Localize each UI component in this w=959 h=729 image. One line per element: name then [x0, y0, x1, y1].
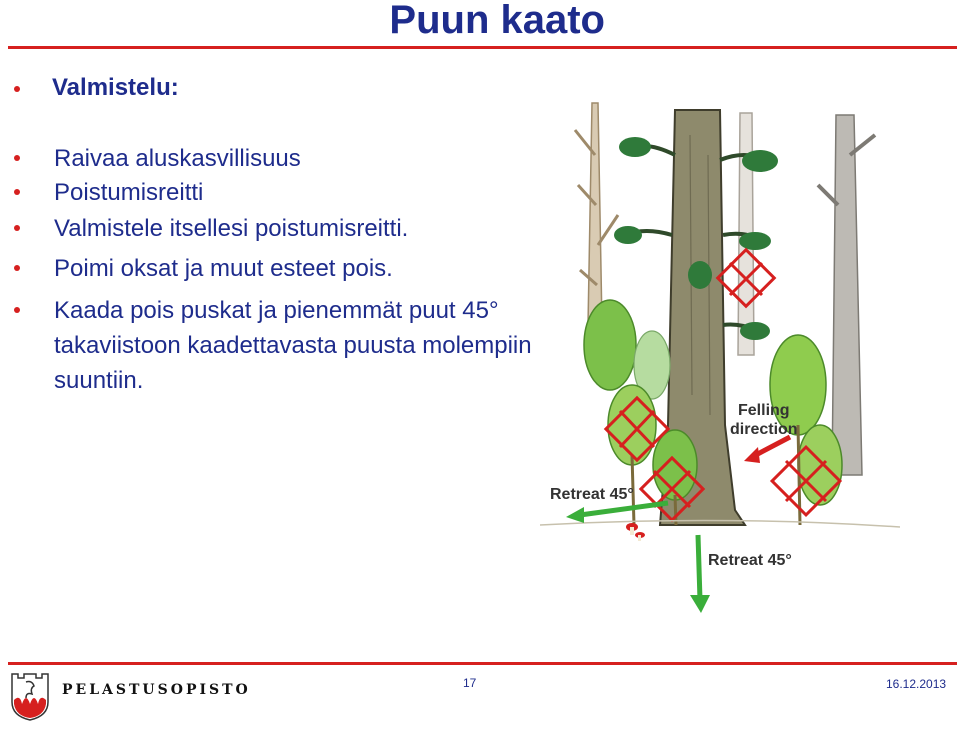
bullet-dot — [14, 86, 20, 92]
bullet-item — [14, 215, 534, 243]
bullet-dot — [14, 265, 20, 271]
bullet-text: Poistumisreitti — [54, 179, 204, 206]
felling-label-line2: direction — [730, 421, 798, 438]
pelastusopisto-logo-icon — [10, 670, 50, 722]
mushroom-icon — [626, 523, 645, 541]
felling-label-line1: Felling — [738, 402, 790, 419]
retreat-arrow-left — [566, 503, 668, 523]
bullet-dot — [14, 155, 20, 161]
bullet-text: Valmistele itsellesi poistumisreitti. — [54, 215, 409, 242]
retreat-left-label: Retreat 45° — [550, 486, 634, 503]
bullet-list — [14, 145, 534, 398]
background-tree-left — [575, 103, 618, 325]
retreat-arrow-down — [690, 535, 710, 613]
bullet-dot — [14, 225, 20, 231]
preparation-heading — [14, 74, 179, 102]
bottom-divider — [8, 662, 957, 665]
background-tree-right — [818, 115, 875, 475]
tree-felling-illustration — [540, 95, 900, 620]
page-number: 17 — [463, 676, 477, 690]
slide-title: Puun kaato — [389, 0, 605, 42]
bullet-item — [14, 179, 534, 207]
bullet-text: Poimi oksat ja muut esteet pois. — [54, 255, 393, 282]
top-divider — [8, 46, 957, 49]
slide-date: 16.12.2013 — [886, 677, 947, 691]
bullet-dot — [14, 189, 20, 195]
preparation-heading-text: Valmistelu: — [52, 74, 179, 101]
retreat-right-label: Retreat 45° — [708, 552, 792, 569]
felling-direction-arrow — [744, 437, 790, 463]
bullet-text: Raivaa aluskasvillisuus — [54, 145, 301, 172]
bullet-text: Kaada pois puskat ja pienemmät puut 45° takaviistoon kaadettavasta puusta molempiin suuntiin. — [54, 297, 532, 394]
brand-name: PELASTUSOPISTO — [62, 682, 251, 698]
bullet-item — [14, 145, 534, 173]
bullet-item — [14, 293, 534, 398]
bullet-dot — [14, 307, 20, 313]
bullet-item — [14, 255, 534, 283]
